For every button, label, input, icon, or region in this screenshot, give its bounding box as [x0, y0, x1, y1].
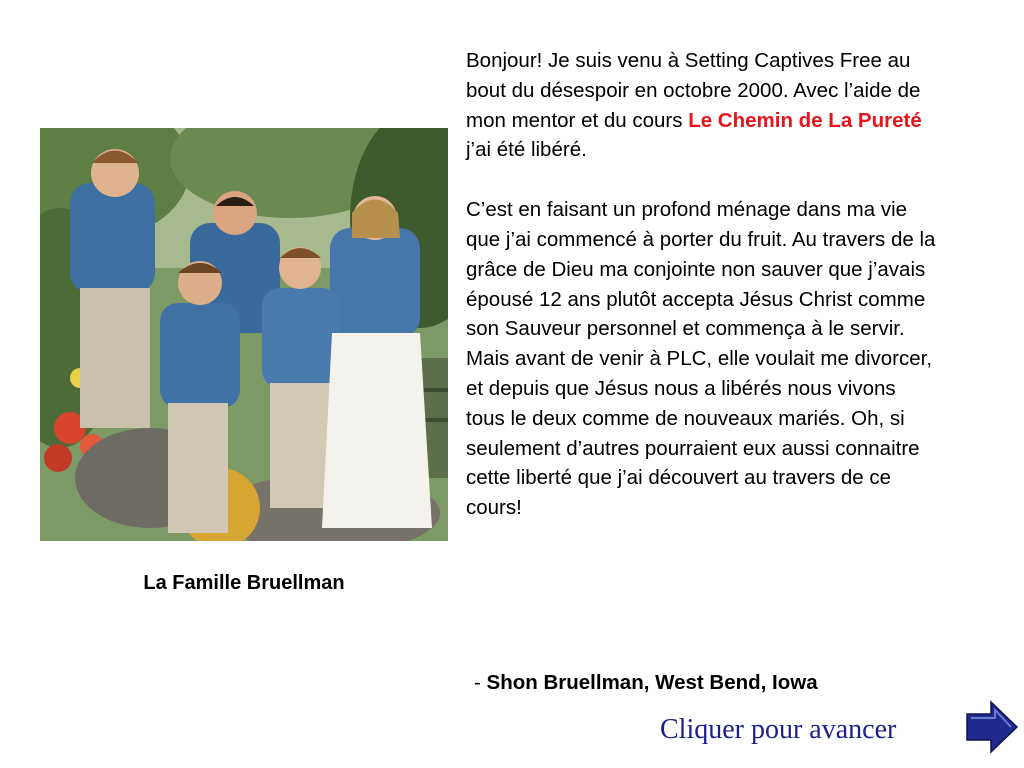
photo-caption: La Famille Bruellman	[143, 572, 345, 594]
testimonial-intro: Bonjour! Je suis venu à Setting Captives Free au bout du désespoir en octobre 2000. Avec l’aide de mon mentor et du cours	[466, 49, 921, 132]
testimonial-text	[466, 46, 936, 523]
family-photo	[40, 128, 448, 541]
advance-link[interactable]: Cliquer pour avancer	[660, 714, 897, 745]
course-name-highlight: Le Chemin de La Pureté	[688, 108, 922, 132]
testimonial-intro-end: j’ai été libéré.	[466, 138, 587, 162]
signature	[474, 668, 818, 698]
signature-dash: -	[474, 671, 487, 694]
right-arrow-icon[interactable]	[963, 700, 1019, 754]
testimonial-paragraph-2: C’est en faisant un profond ménage dans ma vie que j’ai commencé à porter du fruit. Au travers de la grâce de Dieu ma conjointe non sauver que j’avais épousé 12 ans plutôt accepta Jésus Christ comme son Sauveur personnel et commença à le servir. Mais avant de venir à PLC, elle voulait me divorcer, et depuis que Jésus nous a libérés nous vivons tous le deux comme de nouveaux mariés. Oh, si seulement d’autres pourraient eux aussi connaitre cette liberté que j’ai découvert au travers de ce cours!	[466, 198, 936, 520]
signature-name: Shon Bruellman, West Bend, Iowa	[486, 671, 818, 694]
testimonial-paragraph-1	[466, 46, 936, 165]
